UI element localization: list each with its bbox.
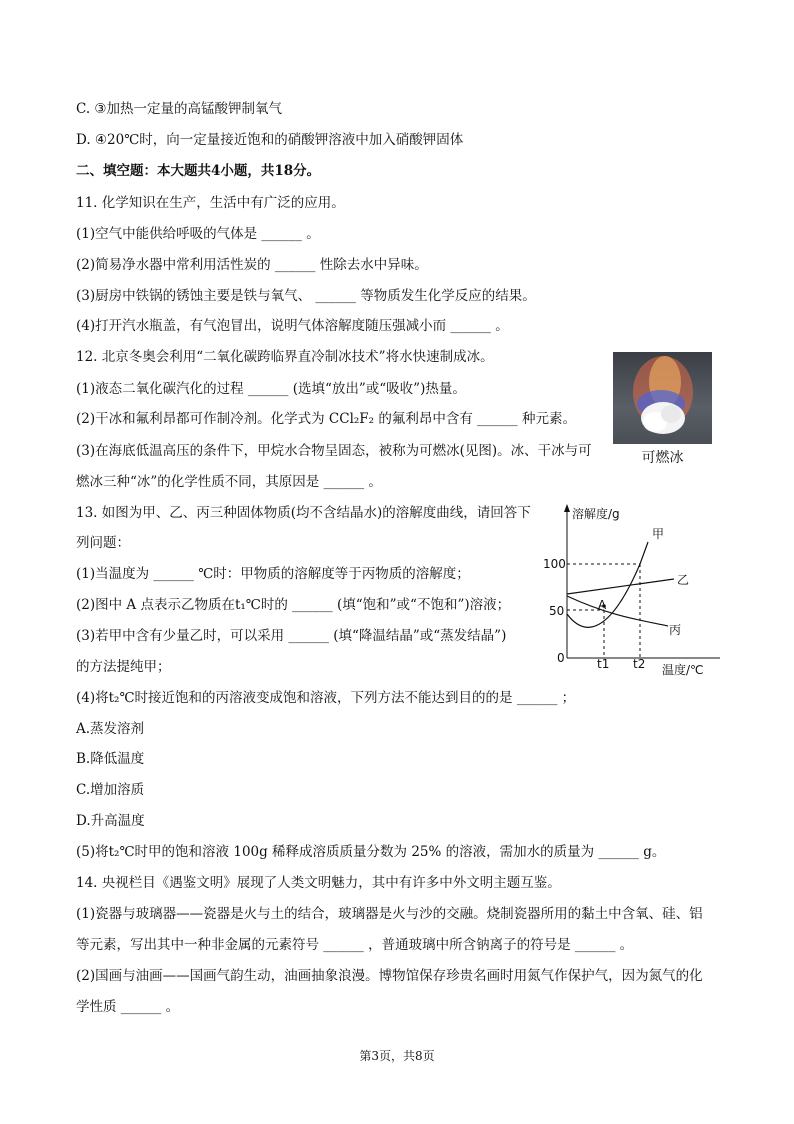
- q13-stem-b: 列问题：: [76, 535, 130, 551]
- tick-100: 100: [543, 557, 566, 571]
- combustible-ice-illustration: [613, 352, 712, 444]
- option-a: A.蒸发溶剂: [76, 721, 145, 737]
- label-bing: 丙: [669, 623, 682, 637]
- label-jia: 甲: [652, 527, 665, 541]
- q12-3a: (3)在海底低温高压的条件下，甲烷水合物呈固态，被称为可燃冰(见图)。冰、干冰与可: [76, 443, 592, 459]
- section-heading: 二、填空题：本大题共4小题，共18分。: [76, 163, 321, 179]
- x-axis-label: 温度/℃: [662, 663, 704, 677]
- q12-3b: 燃冰三种“冰”的化学性质不同，其原因是 ______ 。: [76, 474, 382, 490]
- y-axis-arrow: [564, 504, 570, 512]
- q13-5: (5)将t₂℃时甲的饱和溶液 100g 稀释成溶质质量分数为 25% 的溶液，需加水的质量为 ______ g。: [76, 844, 666, 860]
- curve-bing: [567, 596, 668, 626]
- q12-2: (2)干冰和氟利昂都可作制冷剂。化学式为 CCl₂F₂ 的氟利昂中含有 ______ 种元素。: [76, 411, 576, 427]
- q12-stem: 12. 北京冬奥会利用“二氧化碳跨临界直冷制冰技术”将水快速制成冰。: [76, 349, 494, 365]
- point-a-label: A: [598, 598, 607, 612]
- q13-3a: (3)若甲中含有少量乙时，可以采用 ______ (填“降温结晶”或“蒸发结晶”): [76, 628, 507, 644]
- q12-1: (1)液态二氧化碳汽化的过程 ______ (选填“放出”或“吸收”)热量。: [76, 381, 466, 397]
- tick-50: 50: [549, 604, 565, 618]
- q11-stem: 11. 化学知识在生产，生活中有广泛的应用。: [76, 195, 345, 211]
- label-yi: 乙: [677, 573, 690, 587]
- q13-1: (1)当温度为 ______ ℃时：甲物质的溶解度等于丙物质的溶解度；: [76, 566, 470, 582]
- q11-3: (3)厨房中铁锅的锈蚀主要是铁与氧气、 ______ 等物质发生化学反应的结果。: [76, 288, 536, 304]
- tick-t1: t1: [597, 657, 610, 671]
- solubility-chart: [540, 496, 740, 686]
- line-d: D. ④20℃时，向一定量接近饱和的硝酸钾溶液中加入硝酸钾固体: [76, 132, 464, 148]
- q13-2: (2)图中 A 点表示乙物质在t₁℃时的 ______ (填“饱和”或“不饱和”)溶液；: [76, 597, 511, 613]
- q13-4: (4)将t₂℃时接近饱和的丙溶液变成饱和溶液，下列方法不能达到目的的是 ______ ；: [76, 690, 576, 706]
- q14-stem: 14. 央视栏目《遇鉴文明》展现了人类文明魅力，其中有许多中外文明主题互鉴。: [76, 875, 561, 891]
- q14-1a: (1)瓷器与玻璃器——瓷器是火与土的结合，玻璃器是火与沙的交融。烧制瓷器所用的黏土中含氧、硅、铝: [76, 906, 703, 922]
- tick-t2: t2: [633, 657, 646, 671]
- page-footer: 第3页，共8页: [359, 1049, 435, 1063]
- q14-1b: 等元素，写出其中一种非金属的元素符号 ______ ，普通玻璃中所含钠离子的符号是 ______ 。: [76, 937, 634, 953]
- origin-label: 0: [557, 651, 565, 665]
- q11-4: (4)打开汽水瓶盖，有气泡冒出，说明气体溶解度随压强减小而 ______ 。: [76, 318, 509, 334]
- q11-1: (1)空气中能供给呼吸的气体是 ______ 。: [76, 226, 320, 242]
- line-c: C. ③加热一定量的高锰酸钾制氧气: [76, 101, 283, 117]
- q13-3b: 的方法提纯甲；: [76, 659, 171, 675]
- option-d: D.升高温度: [76, 813, 145, 829]
- option-c: C.增加溶质: [76, 782, 145, 798]
- y-axis-label: 溶解度/g: [572, 507, 620, 521]
- figure-caption: 可燃冰: [641, 450, 684, 466]
- q13-stem-a: 13. 如图为甲、乙、丙三种固体物质(均不含结晶水)的溶解度曲线，请回答下: [76, 505, 531, 521]
- q11-2: (2)简易净水器中常利用活性炭的 ______ 性除去水中异味。: [76, 257, 428, 273]
- option-b: B.降低温度: [76, 751, 145, 767]
- curve-yi: [567, 579, 674, 594]
- q14-2a: (2)国画与油画——国画气韵生动，油画抽象浪漫。博物馆保存珍贵名画时用氮气作保护气，因为氮气的化: [76, 968, 703, 984]
- combustible-ice-photo: [613, 352, 712, 444]
- q14-2b: 学性质 ______ 。: [76, 999, 180, 1015]
